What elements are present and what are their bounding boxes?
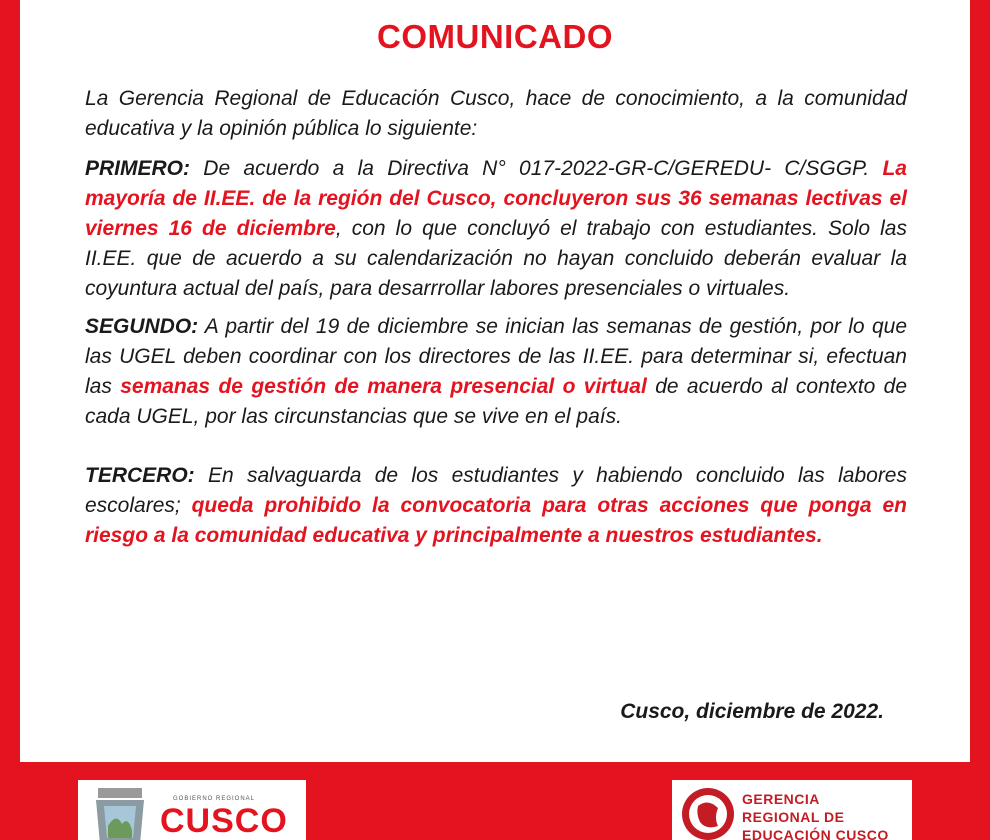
tercero-highlight: queda prohibido la convocatoria para otras acciones que ponga en riesgo a la comunidad educativa y principalmente a nuestros estudiantes. [85,494,907,547]
primero-text-end: , con lo que concluyó el trabajo con estudiantes. Solo las II.EE. que de acuerdo a su calendarización no hayan concluido deberán evaluar la coyuntura actual del país, para desarrrollar labores presenciales o virtuales. [85,217,907,300]
tercero-paragraph [85,461,907,551]
logo-left-small-text: GOBIERNO REGIONAL [173,796,256,802]
tercero-text: En salvaguarda de los estudiantes y habiendo concluido las labores escolares; [85,464,907,517]
primero-label: PRIMERO: [85,157,190,180]
segundo-label: SEGUNDO: [85,315,199,338]
logo-right-text [742,790,889,840]
gobierno-regional-cusco-logo [78,780,306,840]
logo-left-big-text: CUSCO [160,802,288,840]
seal-icon [680,786,736,840]
primero-highlight: La mayoría de II.EE. de la región del Cusco, concluyeron sus 36 semanas lectivas el viernes 16 de diciembre [85,157,907,240]
signoff-date: Cusco, diciembre de 2022. [620,700,884,723]
red-frame-left [0,0,20,840]
logo-right-line-1: GERENCIA [742,791,820,807]
primero-text: De acuerdo a la Directiva N° 017-2022-GR-C/GEREDU- C/SGGP. [190,157,883,180]
red-frame-right [970,0,990,840]
segundo-text: A partir del 19 de diciembre se inician las semanas de gestión, por lo que las UGEL deben coordinar con los directores de las II.EE. para determinar si, efectuan las [85,315,907,398]
logo-right-line-3: EDUCACIÓN CUSCO [742,827,889,840]
segundo-paragraph [85,312,907,432]
coat-of-arms-icon [92,786,162,840]
tercero-label: TERCERO: [85,464,195,487]
gerencia-regional-educacion-logo [672,780,912,840]
intro-paragraph: La Gerencia Regional de Educación Cusco, hace de conocimiento, a la comunidad educativa y la opinión pública lo siguiente: [85,87,907,140]
document-body [85,84,907,551]
primero-paragraph [85,154,907,304]
segundo-text-end: de acuerdo al contexto de cada UGEL, por las circunstancias que se vive en el país. [85,375,907,428]
segundo-highlight: semanas de gestión de manera presencial o virtual [120,375,647,398]
logo-right-line-2: REGIONAL DE [742,809,845,825]
document-title: COMUNICADO [377,18,613,55]
